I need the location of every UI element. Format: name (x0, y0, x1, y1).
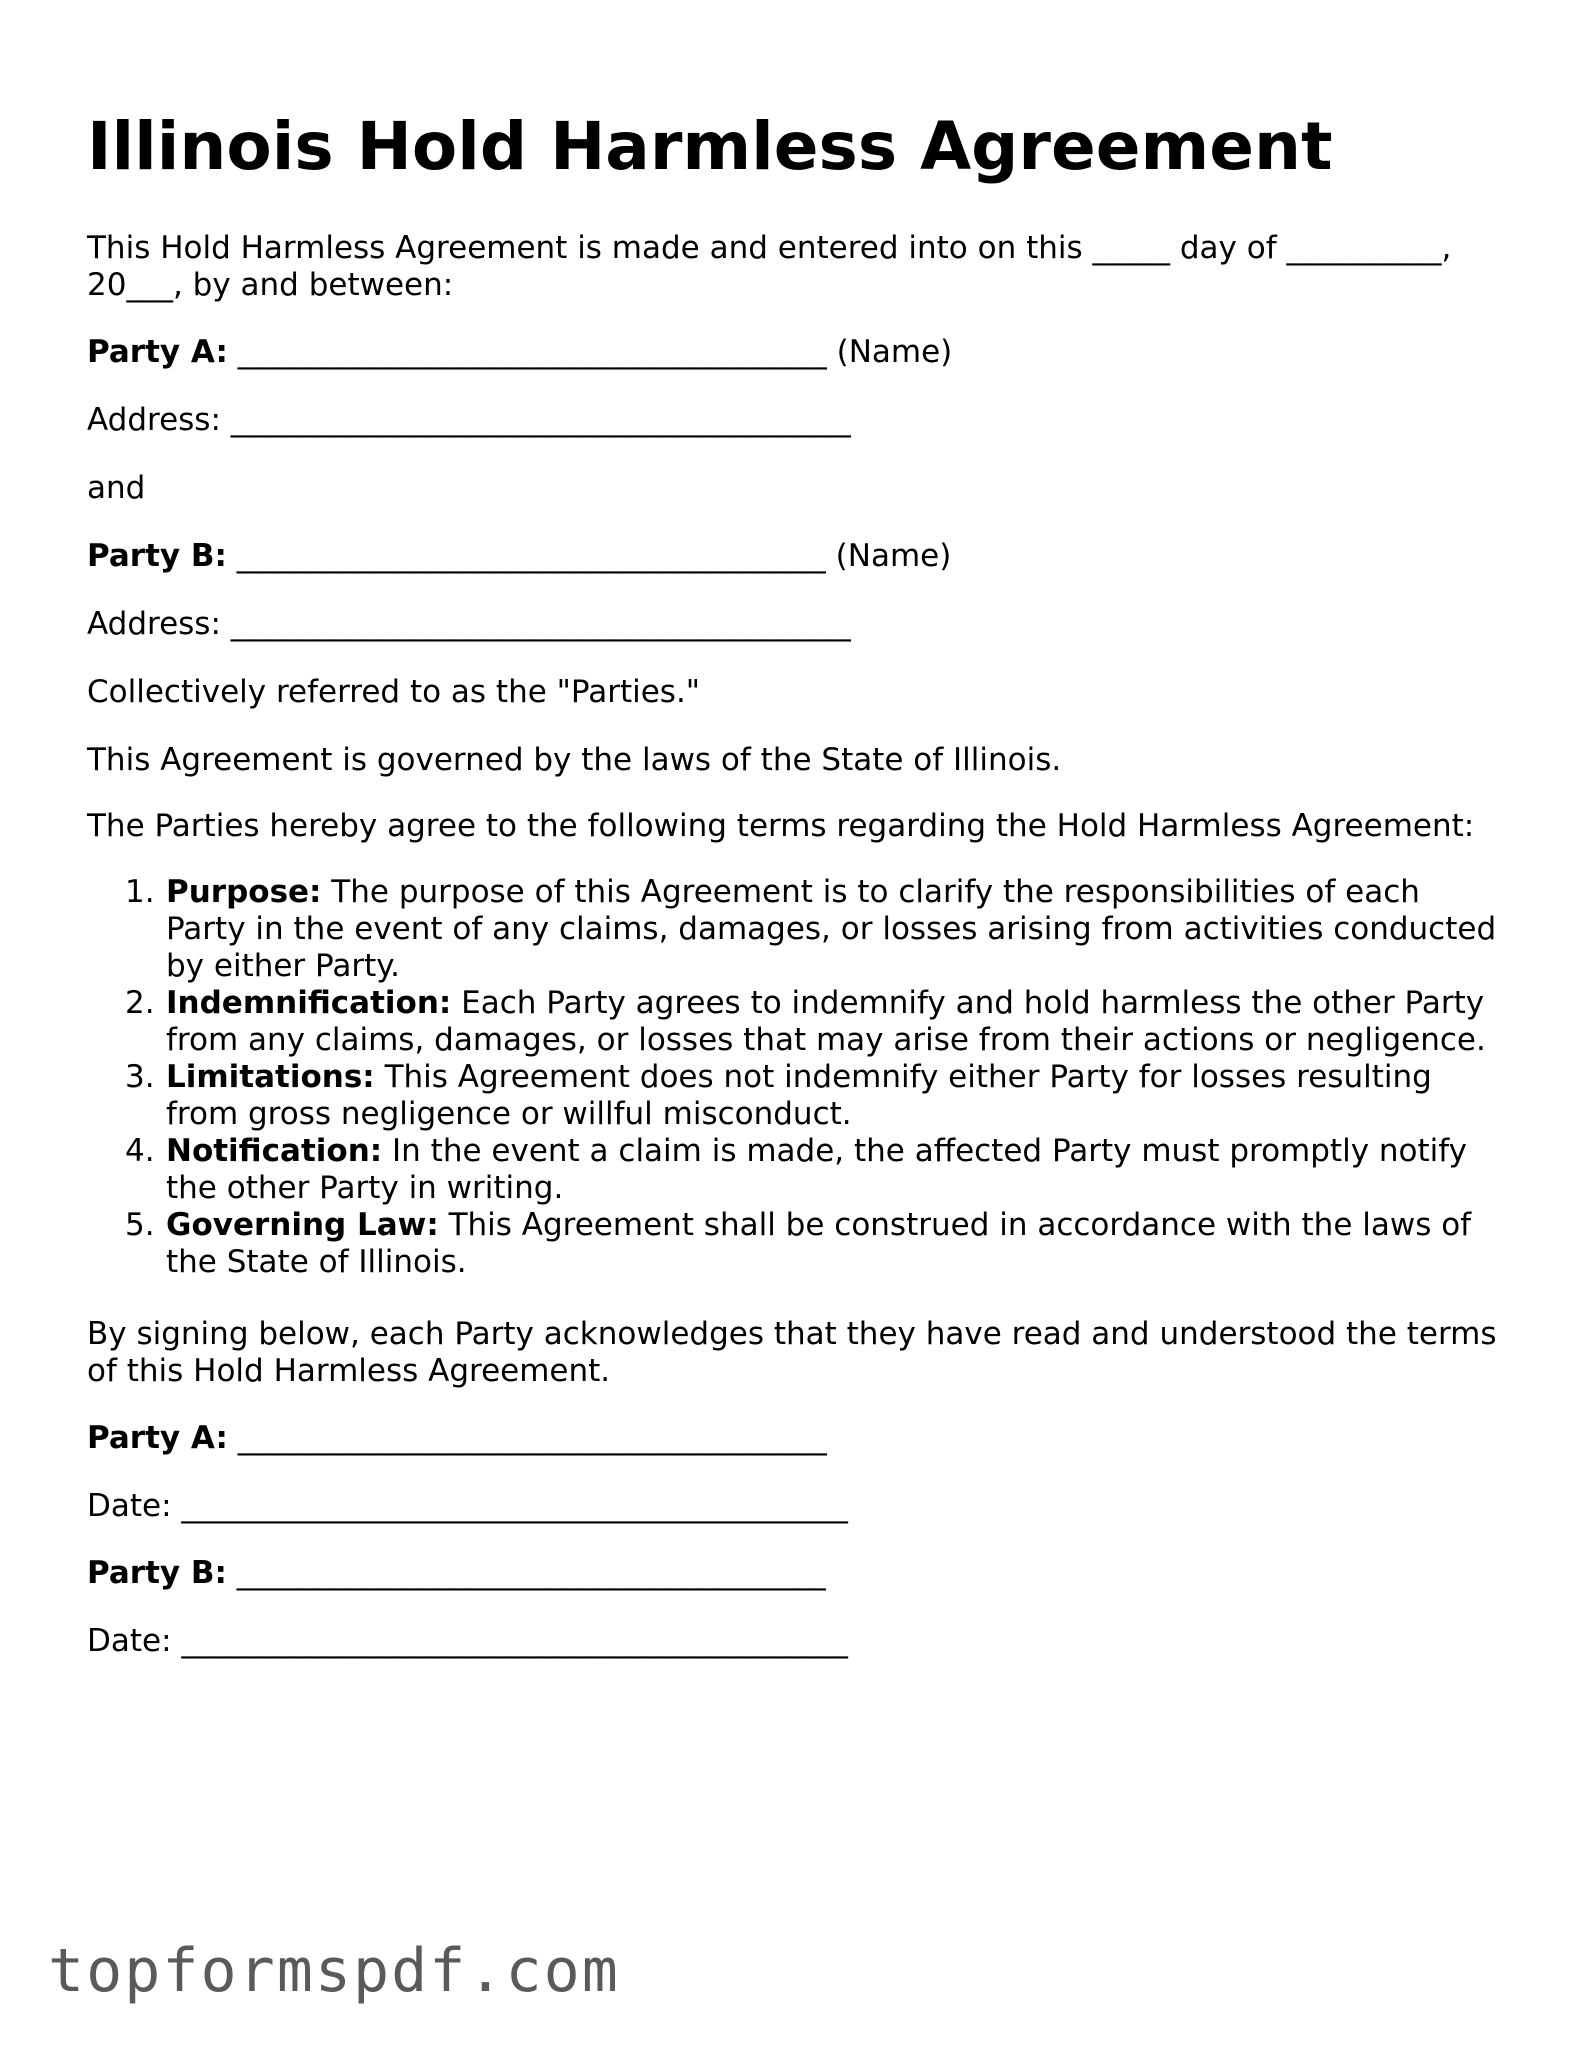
party-a-address-field: Address: ________________________________________ (87, 402, 851, 438)
party-b-name-field (87, 538, 951, 575)
party-a-signature-field (87, 1420, 827, 1457)
collectively-text: Collectively referred to as the "Parties." (87, 674, 701, 710)
term-text: This Agreement does not indemnify either Party for losses resulting (374, 1059, 1432, 1095)
term-text: from any claims, damages, or losses that may arise from their actions or negligence. (166, 1022, 1486, 1058)
term-number: 3. (125, 1059, 155, 1095)
term-heading: Purpose: (166, 874, 322, 910)
term-text: Each Party agrees to indemnify and hold harmless the other Party (451, 985, 1485, 1021)
party-a-date-field: Date: ___________________________________________ (87, 1488, 848, 1524)
term-text: Party in the event of any claims, damages, or losses arising from activities conducted (166, 911, 1497, 947)
governed-text: This Agreement is governed by the laws of the State of Illinois. (87, 742, 1062, 778)
term-number: 1. (125, 874, 155, 910)
party-a-signature-label: Party A: (87, 1420, 228, 1456)
term-heading: Notification: (166, 1133, 383, 1169)
list-item (87, 1133, 1507, 1207)
list-item (87, 1059, 1507, 1133)
page-title: Illinois Hold Harmless Agreement (87, 108, 1333, 185)
term-number: 5. (125, 1207, 155, 1243)
term-text: This Agreement shall be construed in accordance with the laws of (438, 1207, 1472, 1243)
term-text: the State of Illinois. (166, 1244, 467, 1280)
list-item (87, 1207, 1507, 1281)
term-number: 4. (125, 1133, 155, 1169)
terms-list (87, 874, 1507, 1281)
closing-line-2: of this Hold Harmless Agreement. (87, 1353, 611, 1389)
term-text: The purpose of this Agreement is to clarify the responsibilities of each (321, 874, 1420, 910)
party-b-name-line: ______________________________________ (Name) (226, 538, 952, 574)
term-text: In the event a claim is made, the affected Party must promptly notify (382, 1133, 1467, 1169)
closing-paragraph (87, 1316, 1497, 1390)
party-b-signature-label: Party B: (87, 1555, 227, 1591)
intro-line-2: 20___, by and between: (87, 267, 454, 303)
term-heading: Governing Law: (166, 1207, 439, 1243)
list-item (87, 985, 1507, 1059)
term-heading: Indemnification: (166, 985, 452, 1021)
closing-line-1: By signing below, each Party acknowledges that they have read and understood the terms (87, 1316, 1497, 1352)
watermark: topformspdf.com (48, 1936, 620, 2006)
term-text: the other Party in writing. (166, 1170, 564, 1206)
term-number: 2. (125, 985, 155, 1021)
party-a-label: Party A: (87, 334, 228, 370)
party-b-signature-line: ______________________________________ (226, 1555, 826, 1591)
party-a-name-line: ______________________________________ (Name) (227, 334, 953, 370)
terms-intro: The Parties hereby agree to the following terms regarding the Hold Harmless Agreement: (87, 808, 1475, 844)
intro-line-1: This Hold Harmless Agreement is made and entered into on this _____ day of __________, (87, 230, 1452, 266)
term-text: by either Party. (166, 948, 401, 984)
party-b-label: Party B: (87, 538, 227, 574)
intro-paragraph (87, 230, 1451, 304)
party-a-name-field (87, 334, 952, 371)
and-text: and (87, 470, 146, 506)
party-b-date-field: Date: ___________________________________________ (87, 1623, 848, 1659)
term-text: from gross negligence or willful misconduct. (166, 1096, 852, 1132)
party-b-address-field: Address: ________________________________________ (87, 606, 851, 642)
party-b-signature-field (87, 1555, 826, 1592)
list-item (87, 874, 1507, 985)
term-heading: Limitations: (166, 1059, 375, 1095)
party-a-signature-line: ______________________________________ (227, 1420, 827, 1456)
